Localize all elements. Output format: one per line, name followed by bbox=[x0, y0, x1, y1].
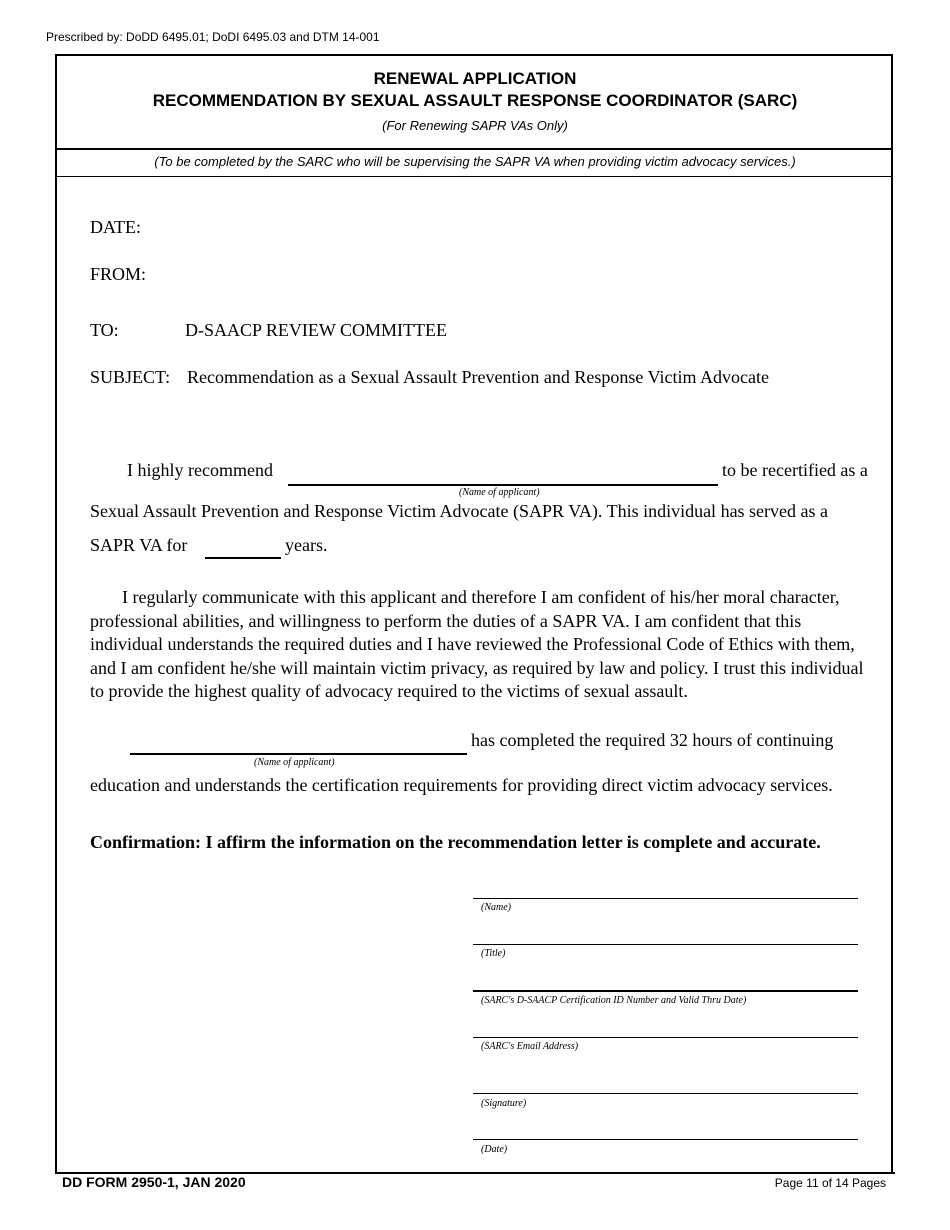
years-lead: SAPR VA for bbox=[90, 535, 188, 555]
completed-name-caption: (Name of applicant) bbox=[254, 757, 335, 768]
applicant-name-caption: (Name of applicant) bbox=[459, 487, 540, 498]
to-label: TO: bbox=[90, 320, 119, 340]
name-caption: (Name) bbox=[481, 902, 511, 913]
instruction-note: (To be completed by the SARC who will be supervising the SAPR VA when providing victim advocacy services.) bbox=[154, 154, 796, 169]
divider bbox=[57, 176, 893, 177]
form-title: RENEWAL APPLICATION bbox=[373, 69, 577, 88]
confidence-paragraph: I regularly communicate with this applicant and therefore I am confident of his/her moral character, professional abilities, and willingness to perform the duties of a SAPR VA. I am confident that this individual understands the required duties and I have reviewed the Professional Code of Ethics with them, and I am confident he/she will maintain victim privacy, as required by law and policy. I trust this individual to provide the highest quality of advocacy required to the victims of sexual assault. bbox=[90, 587, 864, 701]
cert-id-line[interactable] bbox=[473, 990, 858, 992]
divider bbox=[57, 148, 893, 150]
years-trail: years. bbox=[285, 535, 328, 555]
signature-line[interactable] bbox=[473, 1093, 858, 1094]
confirmation-statement: Confirmation: I affirm the information on the recommendation letter is complete and accurate. bbox=[90, 832, 821, 852]
title-line[interactable] bbox=[473, 944, 858, 945]
date-signed-caption: (Date) bbox=[481, 1144, 508, 1155]
form-scope-note: (For Renewing SAPR VAs Only) bbox=[382, 118, 568, 133]
email-caption: (SARC's Email Address) bbox=[481, 1041, 579, 1052]
applicant-name-line bbox=[288, 484, 718, 486]
completed-applicant-name-line bbox=[130, 753, 467, 755]
cert-id-caption: (SARC's D-SAACP Certification ID Number and Valid Thru Date) bbox=[481, 995, 747, 1006]
completed-trail: has completed the required 32 hours of continuing bbox=[471, 730, 834, 750]
prescribed-by: Prescribed by: DoDD 6495.01; DoDI 6495.03 and DTM 14-001 bbox=[46, 30, 380, 44]
form-number: DD FORM 2950-1, JAN 2020 bbox=[62, 1174, 246, 1190]
recommend-lead: I highly recommend bbox=[127, 460, 273, 480]
to-value: D-SAACP REVIEW COMMITTEE bbox=[185, 320, 447, 340]
recommend-trail: to be recertified as a bbox=[722, 460, 868, 480]
signature-caption: (Signature) bbox=[481, 1098, 527, 1109]
name-line[interactable] bbox=[473, 898, 858, 899]
subject-label: SUBJECT: bbox=[90, 367, 171, 387]
email-line[interactable] bbox=[473, 1037, 858, 1038]
page-number: Page 11 of 14 Pages bbox=[774, 1176, 886, 1190]
title-caption: (Title) bbox=[481, 948, 506, 959]
date-signed-line[interactable] bbox=[473, 1139, 858, 1140]
years-line bbox=[205, 557, 281, 559]
completed-line-2: education and understands the certification requirements for providing direct victim advocacy services. bbox=[90, 775, 833, 795]
form-subtitle: RECOMMENDATION BY SEXUAL ASSAULT RESPONSE COORDINATOR (SARC) bbox=[152, 91, 798, 110]
date-label: DATE: bbox=[90, 217, 141, 237]
subject-value: Recommendation as a Sexual Assault Prevention and Response Victim Advocate bbox=[187, 367, 769, 387]
from-label: FROM: bbox=[90, 264, 147, 284]
recommend-line-2: Sexual Assault Prevention and Response Victim Advocate (SAPR VA). This individual has served as a bbox=[90, 501, 829, 521]
